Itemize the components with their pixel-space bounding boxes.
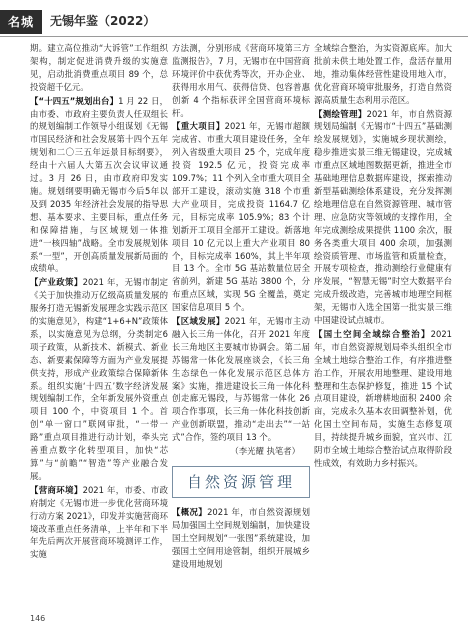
paragraph-text: 2021 年，市委、市政府制定《无锡市进一步优化营商环境行动方案 2021》，印发并实施营商环境改革重点任务清单，上半年和下半年先后两次开展营商环境测评工作，实施 xyxy=(30,484,168,560)
section-heading xyxy=(172,466,310,498)
header-divider xyxy=(0,36,468,37)
paragraph-text: 1 月 22 日，由市委、市政府主要负责人任双组长的规划编制工作领导小组谋划《无锡市国民经济和社会发展第十四个五年规划和二〇三五年远景目标纲要》，经由十六届人大第五次会议审议通过。3 月 26 日，由市政府印发实施。规划纲要明确无锡市今后5年以及到 2035 年经济社会发展的指导思想、基本要求、主要目标，重点任务和保障措施，与区域规划一体推进“一核四轴”战略。全市发展规划体系“一型”，开创高质量发展新局面的成绩单。 xyxy=(30,95,168,274)
page-number: 146 xyxy=(30,614,46,623)
paragraph-text: （李光耀 执笔者） xyxy=(230,446,300,457)
paragraph-text: 期。建立高位推动“大诉管”工作组织架构，制定促进消费升级的实施意见，启动批消费重点项目 89 个，总投资超千亿元。 xyxy=(30,43,168,92)
paragraph xyxy=(30,42,168,94)
entry-heading: 【概况】 xyxy=(172,507,208,517)
entry-heading: 【测绘管理】 xyxy=(314,108,367,119)
text-column-1 xyxy=(30,42,168,618)
entry-heading: 【营商环境】 xyxy=(30,484,83,495)
section-heading-text: 自然资源管理 xyxy=(186,472,295,491)
paragraph xyxy=(30,484,168,561)
author-signoff xyxy=(172,445,310,458)
paragraph xyxy=(172,506,310,571)
paragraph-text: 方法测，分别形成《营商环境第三方监测报告》，7 月，无锡市在中国营商环境评价中获优秀等次，开办企业、获得用水用气、获得信贷、包容普惠创新 4 个指标获评全国营商环境标杆。 xyxy=(172,43,310,118)
entry-heading: 【重大项目】 xyxy=(172,121,225,132)
paragraph-text: 2021 年，市自然资源规划局牵头组织全市全域土地综合整治工作，有序推进整治工作，开展农用地整理、建设用地整理和生态保护修复，推进 15 个试点项目建设，新增耕地面积 2400 余亩，完成永久基本农田调整补划，优化国土空间布局，实施生态修复项目，持续提升城乡面貌，宜兴市、江阴市全域土地综合整治试点取得阶段性成效，有效助力乡村振兴。 xyxy=(314,328,452,468)
paragraph-text: 全域综合整治，为实资源底库。加大批前未供土地处置工作，盘活存量用地，推动集体经营性建设用地入市，优化营商环境审批服务，打造自然资源高质量生态利用示范区。 xyxy=(314,43,452,105)
paragraph xyxy=(314,108,452,327)
yearbook-logo: 名城 xyxy=(0,10,42,34)
entry-heading: 【“十四五”规划出台】 xyxy=(30,95,119,106)
paragraph xyxy=(172,315,310,444)
paragraph xyxy=(30,276,168,483)
paragraph xyxy=(30,95,168,276)
entry-heading: 【国土空间全域综合整治】 xyxy=(314,328,431,339)
paragraph-text: 2021 年，市自然资源规划局加强国土空间规划编制，加快建设国土空间规划“一张图”系统建设，加强国土空间用途管制，组织开展城乡建设用地规划 xyxy=(172,507,310,569)
paragraph xyxy=(172,120,310,314)
paragraph xyxy=(314,328,452,470)
paragraph-text: 2021 年，无锡市制定《关于加快推动万亿级高质量发展的服务打造无锡新发展理念实践示范区的实施意见》，构建“1+6+N”政策体系，以实施意见为总纲，分类制定6项子政策，从新技术、新模式、新业态、新要素保障等方面为产业发展提供支持，形成产业政策综合保障新体系。组织实施‘十四五’数字经济发展规划编制工作，全年新发展外资重点项目 100 个，中资项目 1 个。首创“单一窗口”联网审批，“一带一路”重点项目推进行动计划，牵头完善重点数字化转型项目，加快“芯算”与“前瞻”“智造”等产业融合发展。 xyxy=(30,277,168,481)
page-header xyxy=(0,0,468,40)
paragraph-text: 2021 年，无锡市主动融入长三角一体化，召开 2021 年度长三角地区主要城市协调会。第二届苏锡常一体化发展座谈会，《长三角生态绿色一体化发展示范区总体方案》实施，推进建设长三角一体化科创走廊无锡段，与苏锡常一体化 26 项合作事项，长三角一体化科技创新产业创新联盟，推动“走出去”“一站式”合作，签约项目 13 个。 xyxy=(172,316,310,443)
text-column-2 xyxy=(172,42,310,618)
entry-heading: 【区域发展】 xyxy=(172,316,225,327)
paragraph xyxy=(172,42,310,119)
paragraph xyxy=(314,42,452,107)
paragraph-text: 2021 年，无锡市超额完成省、市重大项目建设任务，全年列入省级重大项目 25 个，完成年度投资 192.5 亿元，投资完成率 109.7%；11 个列入全市重大项目全部开工建设，滚动实施 318 个市重大产业项目，完成投资 1164.7 亿元，目标完成率 105.9%；83 个计划新开工项目全部开工建设。新落地项目 10 亿元以上重大产业项目 80 个，目标完成率 160%，其上半年项目 13 个。全市 5G 基站数量位居全省前列，新建 5G 基站 3800 个，分布重点区域，实现 5G 全覆盖，奠定国家信息项目 5 个。 xyxy=(172,121,310,313)
paragraph-text: 2021 年，市自然资源规划局编制《无锡市“十四五”基础测绘发展规划》，实施城乡现状测绘，稳步推进实景三维无锡建设，完成城市重点区域地图数据更新，推进全市基础地理信息数据库建设，探索推动新型基础测绘体系建设，充分发挥测绘地理信息在自然资源管理、城市管理、应急防灾等领域的支撑作用，全年完成测绘成果提供 1100 余次，服务各类重大项目 400 余项，加强测绘资质管理、市场监管和质量检查，开展专项检查，推动测绘行业健康有序发展，“智慧无锡”时空大数据平台完成升级改造，完善城市地理空间框架，无锡市入选全国第一批实景三维中国建设试点城市。 xyxy=(314,108,452,326)
book-title: 无锡年鉴（2022） xyxy=(50,14,156,28)
text-column-3 xyxy=(314,42,452,618)
entry-heading: 【产业政策】 xyxy=(30,277,83,288)
